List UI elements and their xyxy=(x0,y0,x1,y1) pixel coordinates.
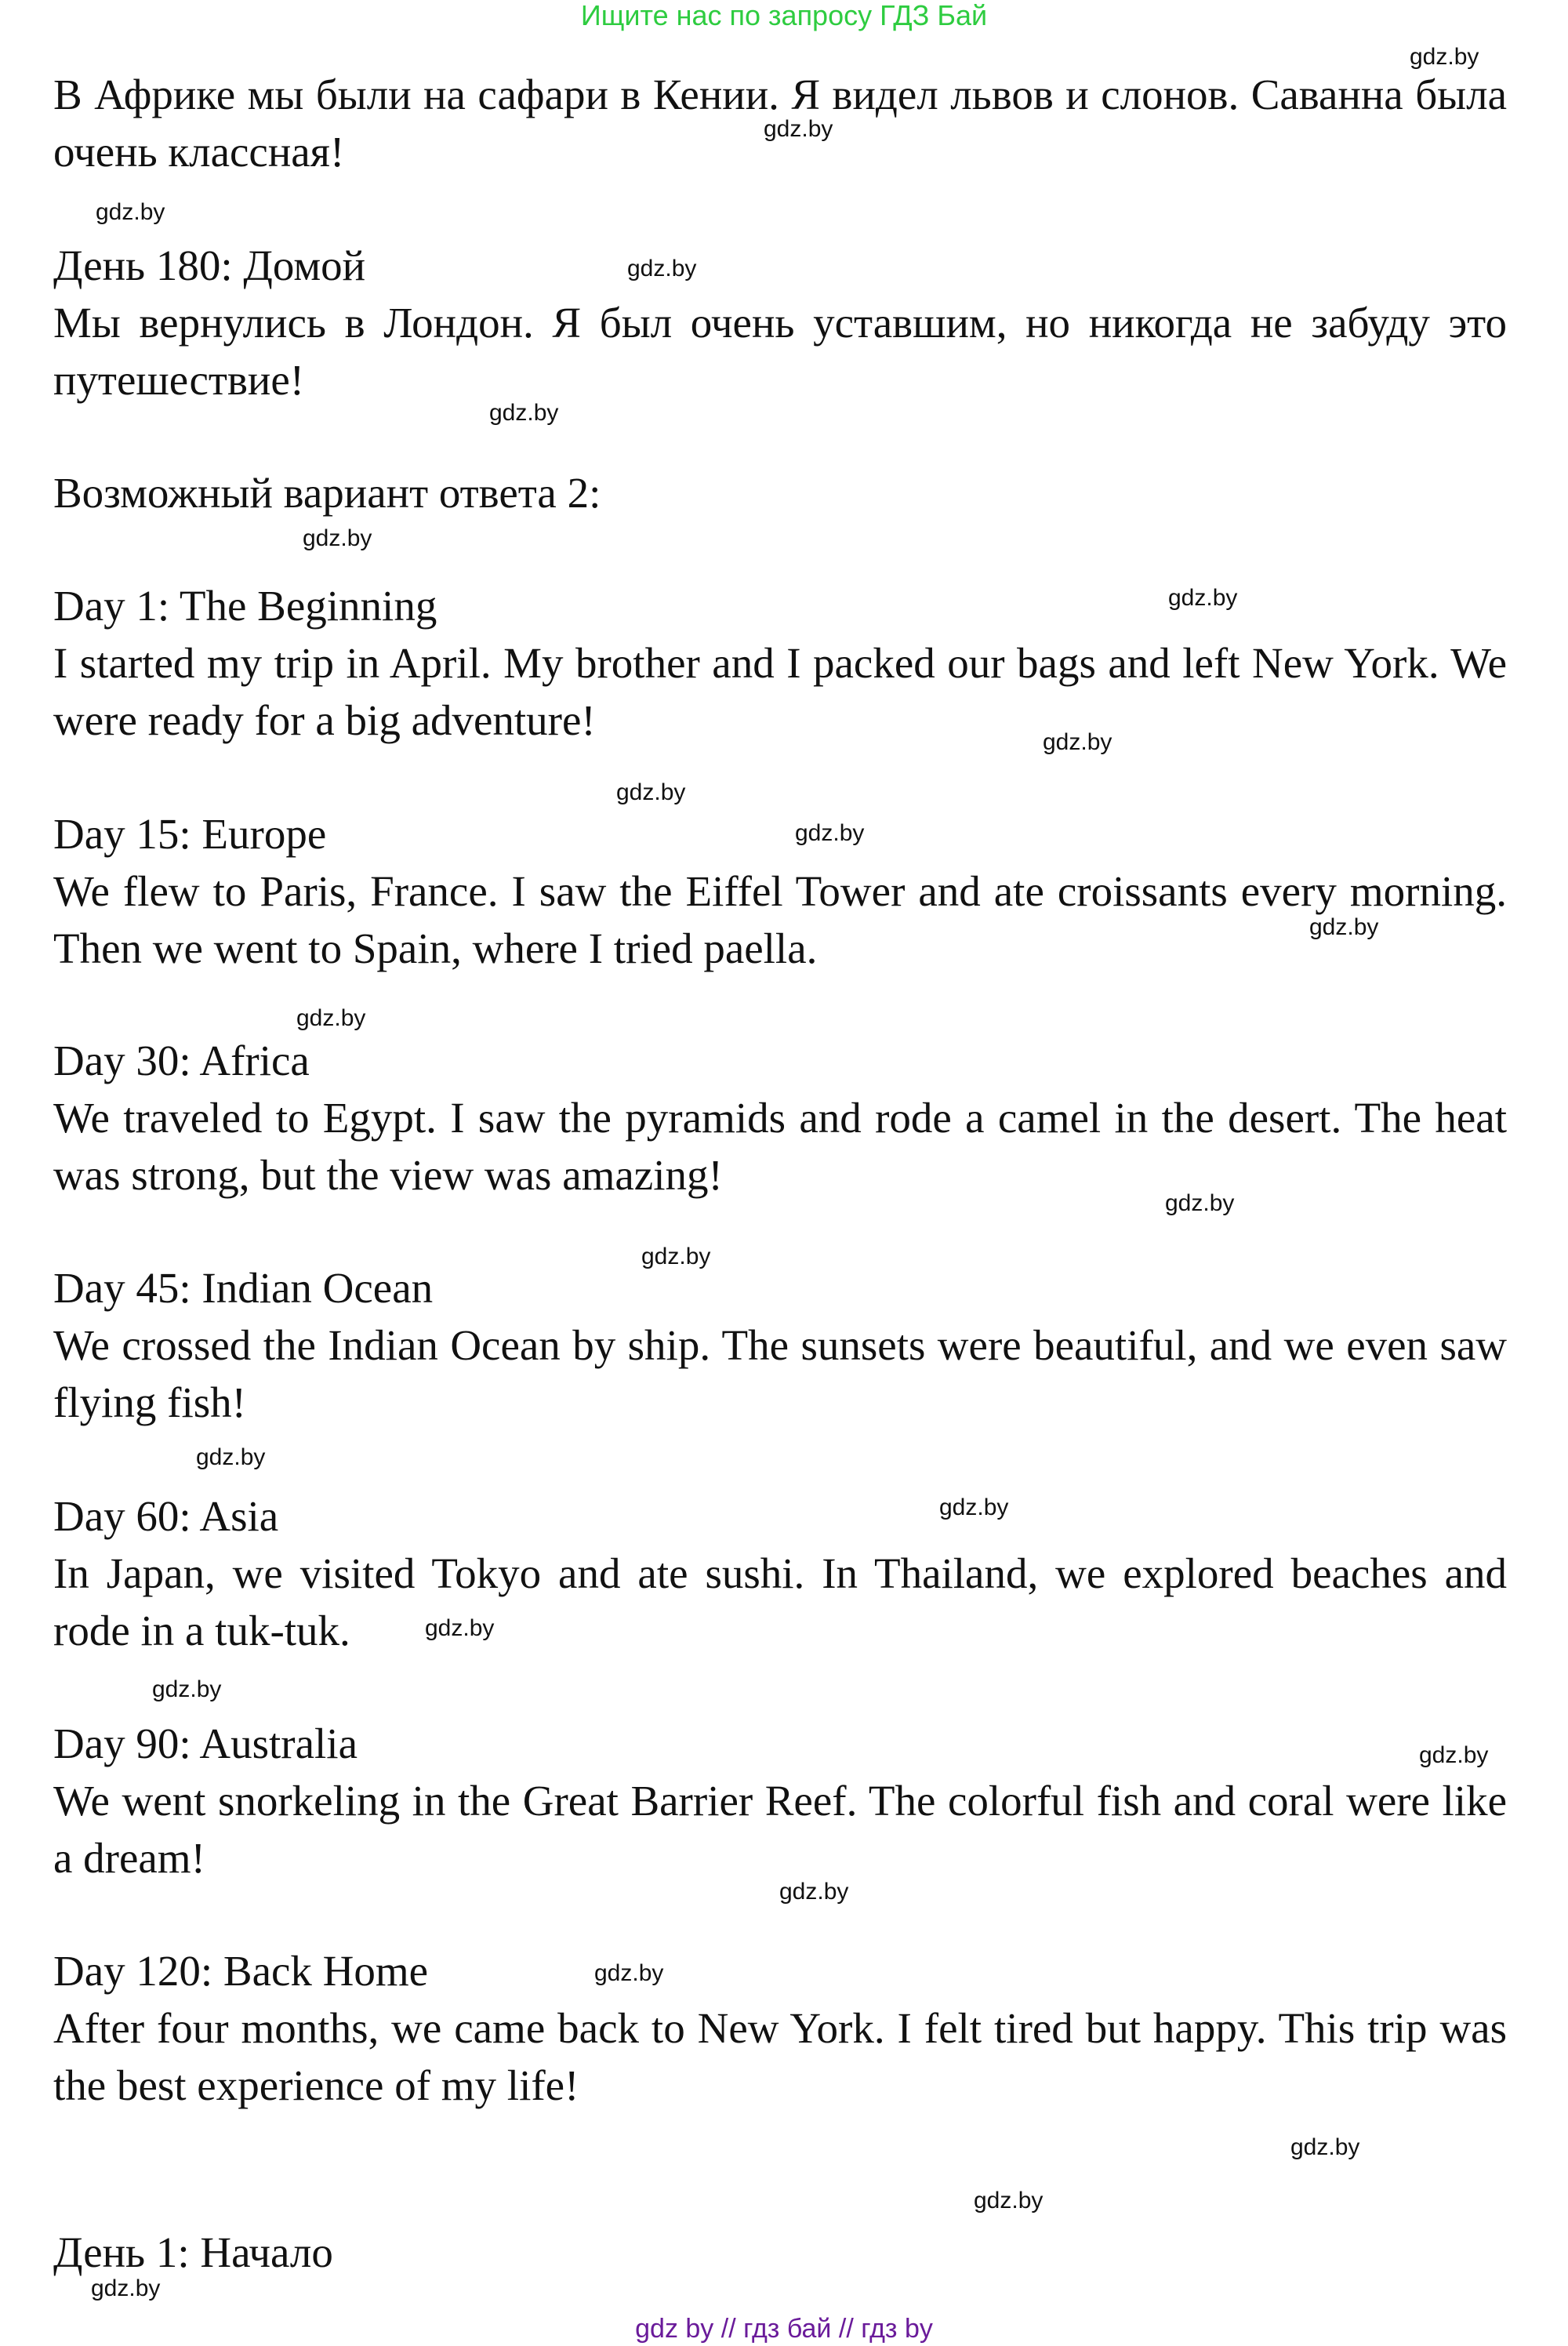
watermark: gdz.by xyxy=(616,779,686,805)
paragraph-day-90: We went snorkeling in the Great Barrier Reef. The colorful fish and coral were like a dream! xyxy=(53,1777,1507,1882)
watermark: gdz.by xyxy=(91,2275,161,2301)
paragraph-africa-ru: В Африке мы были на сафари в Кении. Я видел львов и слонов. Саванна была очень классная! xyxy=(53,71,1507,176)
watermark: gdz.by xyxy=(1309,914,1379,940)
watermark: gdz.by xyxy=(303,525,372,551)
watermark: gdz.by xyxy=(1290,2134,1360,2160)
watermark: gdz.by xyxy=(1419,1742,1489,1768)
watermark: gdz.by xyxy=(779,1879,849,1905)
watermark: gdz.by xyxy=(96,199,165,225)
watermark: gdz.by xyxy=(425,1615,495,1641)
watermark: gdz.by xyxy=(974,2188,1044,2213)
paragraph-day-1: I started my trip in April. My brother and I packed our bags and left New York. We were ready for a big adventure! xyxy=(53,639,1507,744)
heading-day-90: Day 90: Australia xyxy=(53,1720,358,1767)
heading-variant-2: Возможный вариант ответа 2: xyxy=(53,469,601,517)
watermark: gdz.by xyxy=(627,256,697,281)
heading-day-1: Day 1: The Beginning xyxy=(53,582,437,630)
heading-day-120: Day 120: Back Home xyxy=(53,1947,429,1995)
paragraph-day-15: We flew to Paris, France. I saw the Eiffel Tower and ate croissants every morning. Then we went to Spain, where I tried paella. xyxy=(53,867,1507,972)
heading-day-60: Day 60: Asia xyxy=(53,1492,279,1540)
watermark: gdz.by xyxy=(1168,585,1238,611)
paragraph-day-60: In Japan, we visited Tokyo and ate sushi. In Thailand, we explored beaches and rode in a tuk-tuk. xyxy=(53,1549,1507,1654)
watermark: gdz.by xyxy=(1165,1190,1235,1216)
watermark: gdz.by xyxy=(296,1005,366,1031)
heading-day-15: Day 15: Europe xyxy=(53,810,327,858)
heading-day-1-ru: День 1: Начало xyxy=(53,2228,333,2276)
watermark: gdz.by xyxy=(1043,729,1112,755)
watermark: gdz.by xyxy=(152,1676,222,1702)
paragraph-day-180-ru: Мы вернулись в Лондон. Я был очень уставшим, но никогда не забуду это путешествие! xyxy=(53,299,1507,404)
top-banner[interactable]: Ищите нас по запросу ГДЗ Бай xyxy=(580,0,988,31)
paragraph-day-120: After four months, we came back to New York. I felt tired but happy. This trip was the best experience of my life! xyxy=(53,2004,1507,2109)
paragraph-day-45: We crossed the Indian Ocean by ship. The sunsets were beautiful, and we even saw flying fish! xyxy=(53,1321,1507,1426)
watermark: gdz.by xyxy=(196,1444,266,1470)
watermark: gdz.by xyxy=(641,1244,711,1269)
watermark: gdz.by xyxy=(1410,44,1479,70)
watermark: gdz.by xyxy=(795,820,865,846)
watermark: gdz.by xyxy=(489,400,559,426)
watermark: gdz.by xyxy=(594,1960,664,1986)
watermark: gdz.by xyxy=(764,116,833,142)
footer-links[interactable]: gdz by // гдз бай // гдз by xyxy=(635,2314,933,2344)
heading-day-30: Day 30: Africa xyxy=(53,1037,310,1084)
watermark: gdz.by xyxy=(939,1494,1009,1520)
heading-day-180-ru: День 180: Домой xyxy=(53,242,366,289)
paragraph-day-30: We traveled to Egypt. I saw the pyramids and rode a camel in the desert. The heat was strong, but the view was amazing! xyxy=(53,1094,1507,1199)
heading-day-45: Day 45: Indian Ocean xyxy=(53,1264,434,1312)
